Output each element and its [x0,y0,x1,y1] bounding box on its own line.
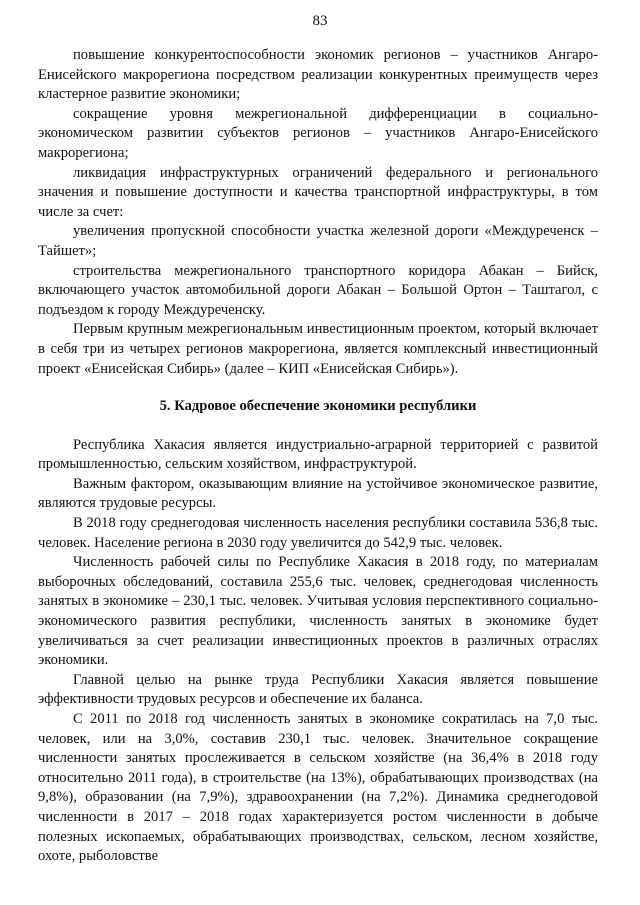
paragraph: увеличения пропускной способности участка железной дороги «Междуреченск – Тайшет»; [38,223,598,259]
section-heading: 5. Кадровое обеспечение экономики республики [159,398,477,415]
paragraph: повышение конкурентоспособности экономик регионов – участников Ангаро-Енисейского макрорегиона посредством реализации конкурентных преимуществ через кластерное развитие экономики; [38,47,598,103]
paragraph: В 2018 году среднегодовая численность населения республики составила 536,8 тыс. человек. Население региона в 2030 году увеличится до 542,9 тыс. человек. [38,515,598,551]
paragraph: сокращение уровня межрегиональной дифференциации в социально-экономическом развитии субъектов регионов – участников Ангаро-Енисейского макрорегиона; [38,105,598,161]
page-number: 83 [312,13,328,29]
paragraph: строительства межрегионального транспортного коридора Абакан – Бийск, включающего участок автомобильной дороги Абакан – Большой Ортон – Таштагол, с подъездом к городу Междуреченску. [38,262,598,318]
paragraph: С 2011 по 2018 год численность занятых в экономике сократилась на 7,0 тыс. человек, или на 3,0%, составив 230,1 тыс. человек. Значительное сокращение численности занятых прослеживается в сельском хозяйстве (на 36,4% в 2018 году относительно 2011 года), в строительстве (на 13%), обрабатывающих производствах (на 9,8%), образовании (на 7,9%), здравоохранении (на 7,2%). Динамика среднегодовой численности в 2017 – 2018 годах характеризуется ростом численности в добыче полезных ископаемых, обрабатывающих производствах, сельском, лесном хозяйстве, охоте, рыболовстве [38,711,598,865]
paragraph: Главной целью на рынке труда Республики Хакасия является повышение эффективности трудовых ресурсов и обеспечение их баланса. [38,671,598,708]
paragraph: Важным фактором, оказывающим влияние на устойчивое экономическое развитие, являются трудовые ресурсы. [38,475,598,512]
paragraph: ликвидация инфраструктурных ограничений федерального и регионального значения и повышение доступности и качества транспортной инфраструктуры, в том числе за счет: [38,164,598,220]
document-body [38,46,598,867]
paragraph: Республика Хакасия является индустриально-аграрной территорией с развитой промышленностью, сельским хозяйством, инфраструктурой. [38,436,598,473]
paragraph: Численность рабочей силы по Республике Хакасия в 2018 году, по материалам выборочных обследований, составила 255,6 тыс. человек, среднегодовая численность занятых в экономике – 230,1 тыс. человек. Учитывая условия перспективного социально-экономического развития республики, численность занятых в экономике будет увеличиваться за счет реализации инвестиционных проектов в различных отраслях экономики. [38,554,598,669]
paragraph: Первым крупным межрегиональным инвестиционным проектом, который включает в себя три из четырех регионов макрорегиона, является комплексный инвестиционный проект «Енисейская Сибирь» (далее – КИП «Енисейская Сибирь»). [38,321,598,377]
